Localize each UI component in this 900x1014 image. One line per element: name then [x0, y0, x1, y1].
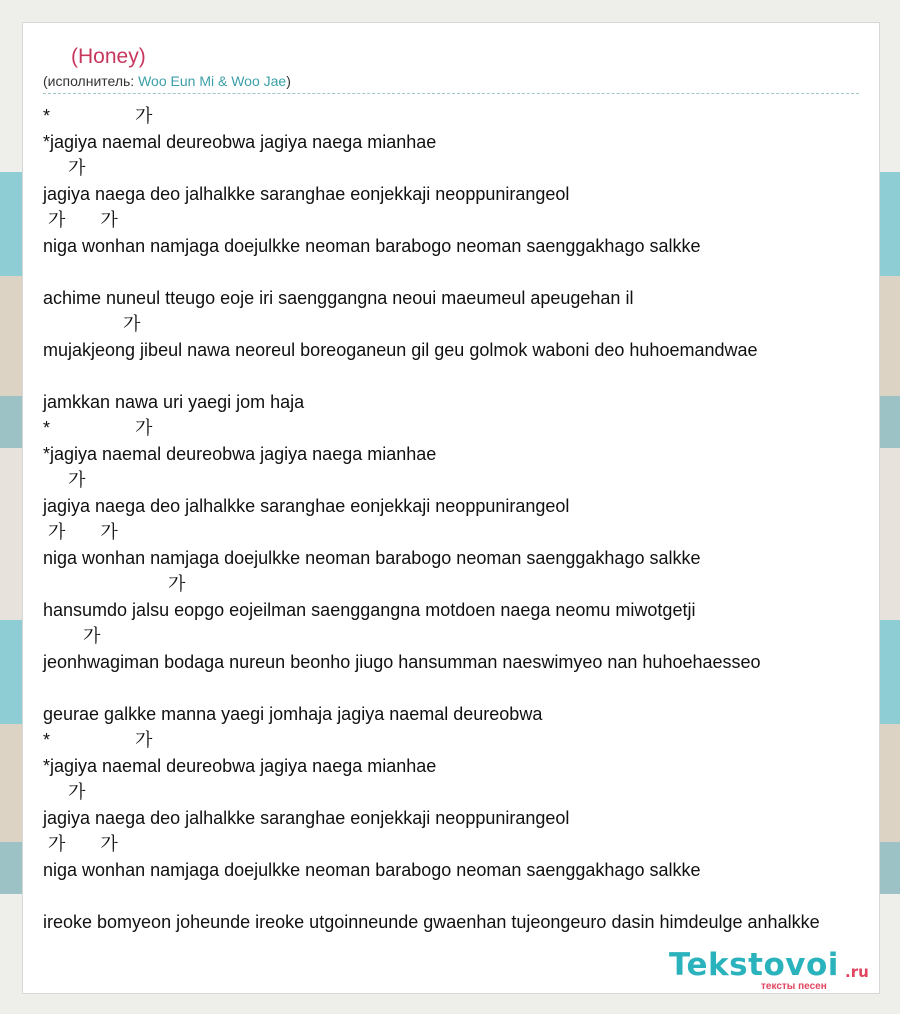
lyric-line: * 가: [43, 730, 153, 750]
lyric-line: *jagiya naemal deureobwa jagiya naega mianhae: [43, 132, 437, 152]
lyric-line: * 가: [43, 106, 153, 126]
song-title: (Honey): [71, 45, 146, 68]
artist-line: [43, 73, 291, 89]
site-logo[interactable]: [669, 947, 879, 993]
lyric-line: mujakjeong jibeul nawa neoreul boreoganeun gil geu golmok waboni deo huhoemandwae: [43, 340, 758, 360]
logo-tagline: тексты песен: [761, 981, 827, 992]
lyric-line: niga wonhan namjaga doejulkke neoman barabogo neoman saenggakhago salkke: [43, 548, 701, 568]
artist-close: ): [286, 73, 291, 89]
lyric-line: [43, 259, 900, 285]
logo-tld: .ru: [845, 963, 869, 981]
lyric-line: jamkkan nawa uri yaegi jom haja: [43, 392, 305, 412]
artist-label: (исполнитель:: [43, 73, 139, 89]
lyric-line: 가 가: [43, 522, 118, 542]
lyric-line: 가: [43, 574, 186, 594]
lyric-line: niga wonhan namjaga doejulkke neoman barabogo neoman saenggakhago salkke: [43, 860, 701, 880]
lyric-line: 가: [43, 782, 86, 802]
lyric-line: niga wonhan namjaga doejulkke neoman barabogo neoman saenggakhago salkke: [43, 236, 701, 256]
lyric-line: 가: [43, 158, 86, 178]
lyric-line: *jagiya naemal deureobwa jagiya naega mianhae: [43, 444, 437, 464]
artist-link[interactable]: Woo Eun Mi & Woo Jae: [138, 73, 287, 89]
lyric-line: 가 가: [43, 834, 118, 854]
lyric-line: geurae galkke manna yaegi jomhaja jagiya naemal deureobwa: [43, 704, 543, 724]
logo-brand: Tekstovoi: [669, 947, 839, 983]
lyrics-card: [22, 22, 880, 994]
lyric-line: * 가: [43, 418, 153, 438]
lyric-line: [43, 675, 900, 701]
lyric-line: ireoke bomyeon joheunde ireoke utgoinneunde gwaenhan tujeongeuro dasin himdeulge anhalkke: [43, 912, 820, 932]
lyric-line: jeonhwagiman bodaga nureun beonho jiugo hansumman naeswimyeo nan huhoehaesseo: [43, 652, 761, 672]
lyrics-body: [43, 103, 900, 935]
lyric-line: achime nuneul tteugo eoje iri saenggangna neoui maeumeul apeugehan il: [43, 288, 634, 308]
lyric-line: jagiya naega deo jalhalkke saranghae eonjekkaji neoppunirangeol: [43, 184, 570, 204]
lyric-line: 가: [43, 470, 86, 490]
lyric-line: [43, 363, 900, 389]
lyric-line: 가: [43, 626, 101, 646]
lyric-line: jagiya naega deo jalhalkke saranghae eonjekkaji neoppunirangeol: [43, 808, 570, 828]
lyric-line: hansumdo jalsu eopgo eojeilman saenggangna motdoen naega neomu miwotgetji: [43, 600, 696, 620]
lyric-line: 가: [43, 314, 141, 334]
lyric-line: 가 가: [43, 210, 118, 230]
lyric-line: *jagiya naemal deureobwa jagiya naega mianhae: [43, 756, 437, 776]
title-divider: [43, 93, 859, 94]
lyric-line: [43, 883, 900, 909]
lyric-line: jagiya naega deo jalhalkke saranghae eonjekkaji neoppunirangeol: [43, 496, 570, 516]
